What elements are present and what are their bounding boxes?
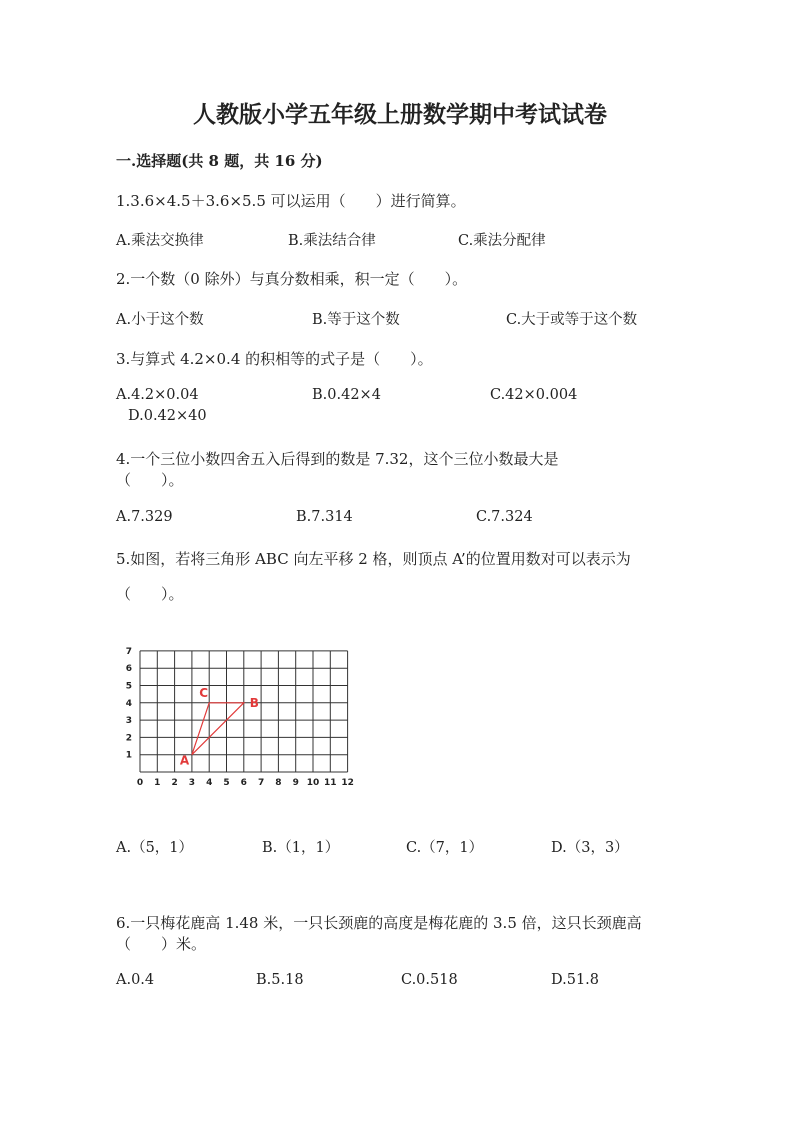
question-2-option-a[interactable]: A.小于这个数 xyxy=(116,312,204,328)
question-3-option-c[interactable]: C.42×0.004 xyxy=(490,387,578,403)
y-tick-label: 5 xyxy=(125,681,132,692)
x-tick-label: 9 xyxy=(292,778,299,788)
coordinate-grid-figure xyxy=(120,640,360,790)
x-tick-label: 5 xyxy=(223,778,230,788)
x-tick-label: 10 xyxy=(306,778,320,788)
question-6-option-a[interactable]: A.0.4 xyxy=(116,972,155,988)
question-5-option-b[interactable]: B.（1，1） xyxy=(262,840,340,856)
x-tick-label: 12 xyxy=(341,778,354,788)
vertex-label-a: A xyxy=(179,753,190,768)
x-tick-label: 0 xyxy=(136,778,144,788)
question-6-option-d[interactable]: D.51.8 xyxy=(551,972,600,988)
x-tick-label: 11 xyxy=(324,778,337,788)
section-heading: 一.选择题(共 8 题，共 16 分) xyxy=(116,152,323,170)
question-3-stem: 3.与算式 4.2×0.4 的积相等的式子是（ ）。 xyxy=(116,350,433,368)
page-title: 人教版小学五年级上册数学期中考试试卷 xyxy=(193,101,607,128)
question-6-stem: 6.一只梅花鹿高 1.48 米，一只长颈鹿的高度是梅花鹿的 3.5 倍，这只长颈鹿高 xyxy=(116,914,642,932)
coordinate-grid xyxy=(120,640,360,790)
question-4-option-c[interactable]: C.7.324 xyxy=(476,509,533,525)
x-tick-label: 3 xyxy=(188,778,196,788)
question-5-stem-continued: （ ）。 xyxy=(116,585,184,603)
y-tick-label: 3 xyxy=(125,716,132,727)
question-6-option-b[interactable]: B.5.18 xyxy=(256,972,304,988)
y-tick-label: 6 xyxy=(125,664,132,675)
x-tick-label: 7 xyxy=(257,778,265,788)
vertex-label-c: C xyxy=(199,685,209,700)
question-5-stem: 5.如图，若将三角形 ABC 向左平移 2 格，则顶点 A’的位置用数对可以表示为 xyxy=(116,550,631,568)
question-3-option-b[interactable]: B.0.42×4 xyxy=(312,387,381,403)
x-tick-label: 6 xyxy=(240,778,247,788)
triangle-abc xyxy=(192,703,244,755)
question-2-option-b[interactable]: B.等于这个数 xyxy=(312,312,400,328)
vertex-label-b: B xyxy=(249,695,259,710)
question-1-stem: 1.3.6×4.5＋3.6×5.5 可以运用（ ）进行简算。 xyxy=(116,192,466,210)
question-6-option-c[interactable]: C.0.518 xyxy=(401,972,458,988)
y-tick-label: 4 xyxy=(125,698,132,709)
x-tick-label: 4 xyxy=(206,778,213,788)
question-4-stem-continued: （ ）。 xyxy=(116,471,184,489)
question-5-option-a[interactable]: A.（5，1） xyxy=(116,840,194,856)
x-tick-label: 8 xyxy=(275,778,282,788)
question-2-option-c[interactable]: C.大于或等于这个数 xyxy=(506,312,638,328)
question-6-stem-continued: （ ）米。 xyxy=(116,935,207,953)
question-1-option-b[interactable]: B.乘法结合律 xyxy=(288,233,376,249)
question-3-option-a[interactable]: A.4.2×0.04 xyxy=(116,387,199,403)
question-5-option-d[interactable]: D.（3，3） xyxy=(551,840,629,856)
question-4-option-b[interactable]: B.7.314 xyxy=(296,509,353,525)
question-1-option-c[interactable]: C.乘法分配律 xyxy=(458,233,546,249)
question-5-option-c[interactable]: C.（7，1） xyxy=(406,840,484,856)
question-2-stem: 2.一个数（0 除外）与真分数相乘，积一定（ ）。 xyxy=(116,270,468,288)
y-tick-label: 2 xyxy=(125,733,132,744)
x-tick-label: 1 xyxy=(154,778,161,788)
question-4-stem: 4.一个三位小数四舍五入后得到的数是 7.32，这个三位小数最大是 xyxy=(116,450,559,468)
question-1-option-a[interactable]: A.乘法交换律 xyxy=(116,233,204,249)
question-4-option-a[interactable]: A.7.329 xyxy=(116,509,173,525)
y-tick-label: 7 xyxy=(125,646,132,657)
x-tick-label: 2 xyxy=(171,778,178,788)
question-3-option-d[interactable]: D.0.42×40 xyxy=(128,408,207,424)
y-tick-label: 1 xyxy=(125,750,132,761)
